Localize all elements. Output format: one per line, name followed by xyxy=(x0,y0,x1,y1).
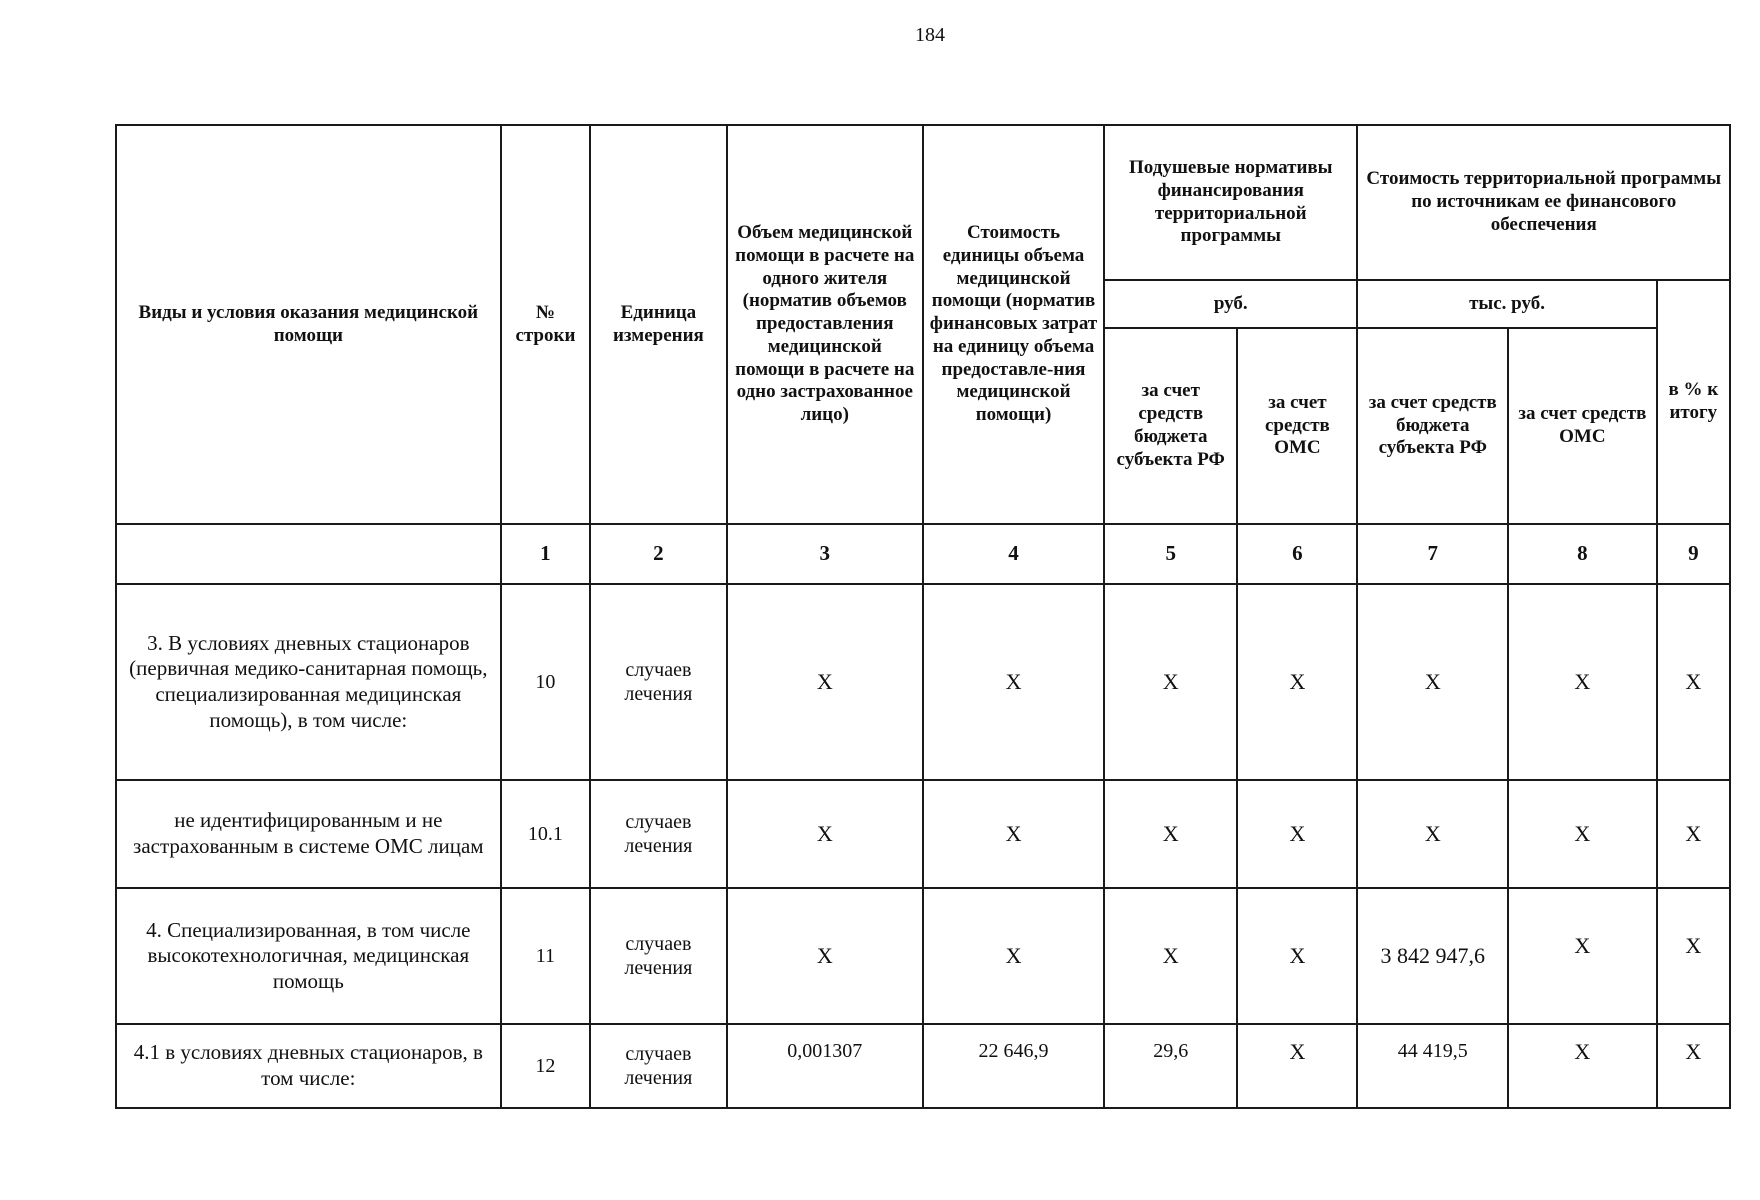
column-number: 4 xyxy=(923,524,1104,584)
row-c6: X xyxy=(1237,584,1357,780)
row-c9: X xyxy=(1657,584,1730,780)
header-volume: Объем медицинской помощи в расчете на одного жителя (норматив объемов предоставления медицинской помощи в расчете на одно застрахованное лицо) xyxy=(727,125,923,524)
row-c8: X xyxy=(1508,780,1657,888)
row-c7: X xyxy=(1357,780,1508,888)
row-c4: 22 646,9 xyxy=(923,1024,1104,1108)
column-number: 5 xyxy=(1104,524,1237,584)
budget-table-container xyxy=(115,124,1731,1109)
row-unit: случаев лечения xyxy=(590,1024,726,1108)
row-unit: случаев лечения xyxy=(590,888,726,1024)
row-c6: X xyxy=(1237,888,1357,1024)
column-number: 1 xyxy=(501,524,591,584)
row-c9: X xyxy=(1657,780,1730,888)
row-c3: X xyxy=(727,780,923,888)
header-c8: за счет средств ОМС xyxy=(1508,328,1657,524)
budget-table xyxy=(115,124,1731,1109)
column-number xyxy=(116,524,501,584)
header-c6: за счет средств ОМС xyxy=(1237,328,1357,524)
row-c4: X xyxy=(923,888,1104,1024)
header-cost-group: Стоимость территориальной программы по источникам ее финансового обеспечения xyxy=(1357,125,1730,280)
header-rub: руб. xyxy=(1104,280,1357,328)
column-number: 8 xyxy=(1508,524,1657,584)
row-c6: X xyxy=(1237,780,1357,888)
row-name: 4. Специализированная, в том числе высокотехнологичная, медицинская помощь xyxy=(116,888,501,1024)
row-c7: 3 842 947,6 xyxy=(1357,888,1508,1024)
column-number: 9 xyxy=(1657,524,1730,584)
table-row xyxy=(116,780,1730,888)
row-unit: случаев лечения xyxy=(590,584,726,780)
row-unit: случаев лечения xyxy=(590,780,726,888)
row-name: не идентифицированным и не застрахованным в системе ОМС лицам xyxy=(116,780,501,888)
header-row-no: № строки xyxy=(501,125,591,524)
row-c7: 44 419,5 xyxy=(1357,1024,1508,1108)
row-number: 10.1 xyxy=(501,780,591,888)
row-c4: X xyxy=(923,584,1104,780)
row-c8: X xyxy=(1508,1024,1657,1108)
row-c3: X xyxy=(727,584,923,780)
row-c3: X xyxy=(727,888,923,1024)
column-number: 6 xyxy=(1237,524,1357,584)
column-number-row xyxy=(116,524,1730,584)
row-c9: X xyxy=(1657,1024,1730,1108)
row-c7: X xyxy=(1357,584,1508,780)
row-number: 11 xyxy=(501,888,591,1024)
row-c6: X xyxy=(1237,1024,1357,1108)
column-number: 3 xyxy=(727,524,923,584)
row-c5: X xyxy=(1104,888,1237,1024)
table-row xyxy=(116,584,1730,780)
header-cost: Стоимость единицы объема медицинской помощи (норматив финансовых затрат на единицу объема предоставле-ния медицинской помощи) xyxy=(923,125,1104,524)
row-name: 4.1 в условиях дневных стационаров, в том числе: xyxy=(116,1024,501,1108)
row-c8: X xyxy=(1508,584,1657,780)
row-c8: X xyxy=(1508,888,1657,1024)
row-c5: X xyxy=(1104,584,1237,780)
row-c5: X xyxy=(1104,780,1237,888)
row-name: 3. В условиях дневных стационаров (первичная медико-санитарная помощь, специализированная медицинская помощь), в том числе: xyxy=(116,584,501,780)
table-row xyxy=(116,1024,1730,1108)
table-row xyxy=(116,888,1730,1024)
header-type: Виды и условия оказания медицинской помощи xyxy=(116,125,501,524)
header-c7: за счет средств бюджета субъекта РФ xyxy=(1357,328,1508,524)
page-number: 184 xyxy=(915,24,945,46)
column-number: 7 xyxy=(1357,524,1508,584)
column-number: 2 xyxy=(590,524,726,584)
header-unit: Единица измерения xyxy=(590,125,726,524)
row-c3: 0,001307 xyxy=(727,1024,923,1108)
row-c5: 29,6 xyxy=(1104,1024,1237,1108)
header-c5: за счет средств бюджета субъекта РФ xyxy=(1104,328,1237,524)
row-number: 10 xyxy=(501,584,591,780)
row-c9: X xyxy=(1657,888,1730,1024)
row-c4: X xyxy=(923,780,1104,888)
header-c9: в % к итогу xyxy=(1657,280,1730,524)
header-percapita-group: Подушевые нормативы финансирования территориальной программы xyxy=(1104,125,1357,280)
row-number: 12 xyxy=(501,1024,591,1108)
header-thous-rub: тыс. руб. xyxy=(1357,280,1656,328)
